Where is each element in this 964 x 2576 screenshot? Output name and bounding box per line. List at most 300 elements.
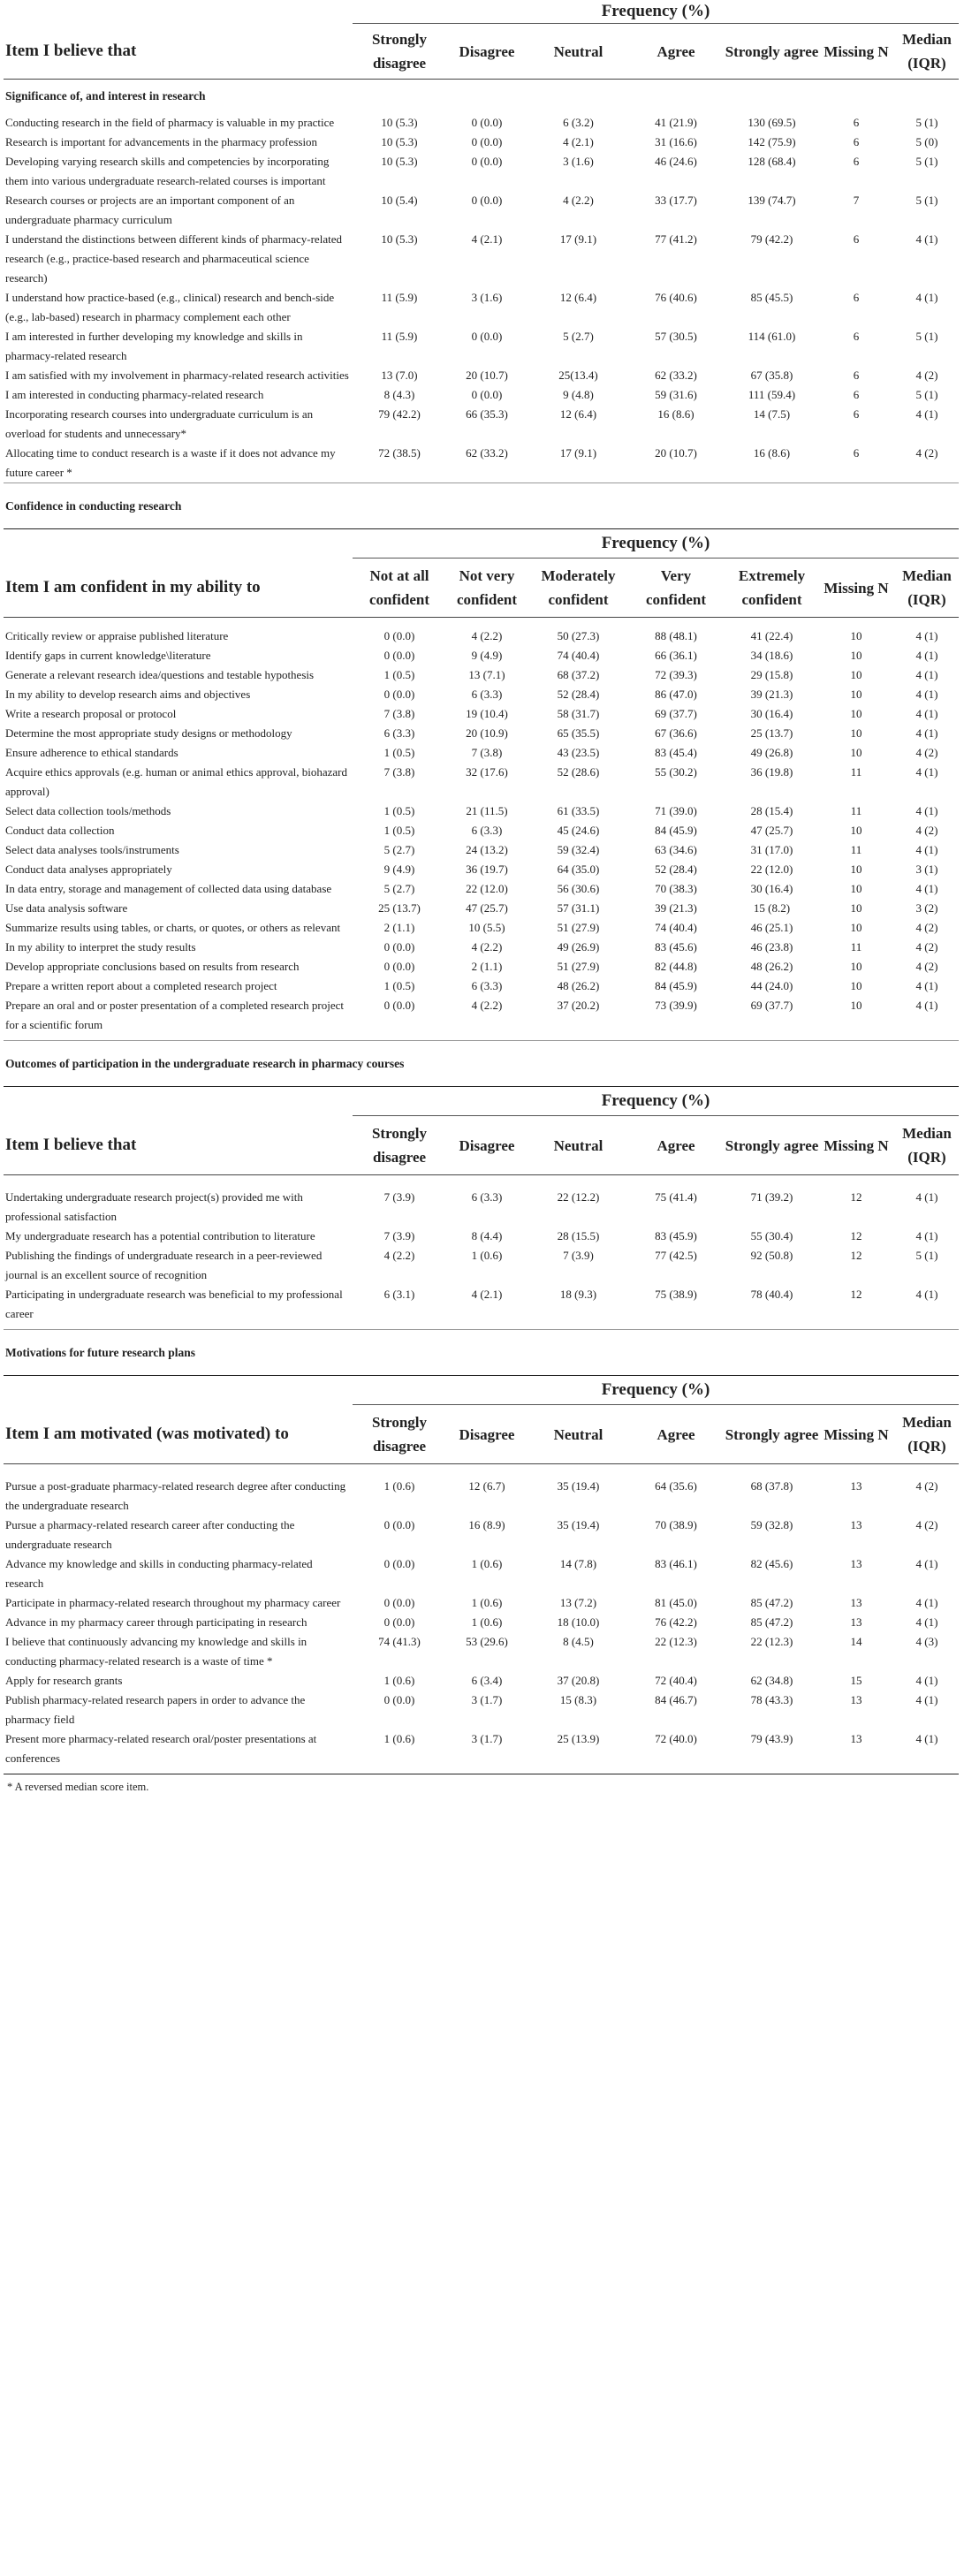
table-cell: 0 (0.0) [471, 155, 503, 168]
table-cell: 14 (7.5) [753, 407, 791, 421]
table-cell: 1 (0.6) [383, 1732, 415, 1745]
table-cell: 114 (61.0) [748, 330, 796, 343]
table-row [4, 288, 959, 327]
table-cell: 0 (0.0) [383, 940, 415, 954]
section-title: Motivations for future research plans [4, 1329, 959, 1375]
item-text: I am interested in conducting pharmacy-related research [5, 388, 264, 401]
item-text: Participate in pharmacy-related research throughout my pharmacy career [5, 1596, 341, 1609]
item-text: Allocating time to conduct research is a waste if it does not advance my future career * [5, 446, 336, 479]
table-row [4, 879, 959, 899]
table-row [4, 665, 959, 685]
table-cell: 72 (40.0) [655, 1732, 697, 1745]
table-cell: 52 (28.4) [655, 862, 697, 876]
table-cell: 19 (10.4) [466, 707, 508, 720]
item-text: Develop appropriate conclusions based on results from research [5, 960, 300, 973]
frequency-header: Frequency (%) [601, 534, 710, 552]
table-row [4, 646, 959, 665]
table-cell: 4 (1) [915, 707, 938, 720]
table-cell: 0 (0.0) [471, 388, 503, 401]
table-cell: 13 [850, 1615, 862, 1629]
section-motivations [4, 1329, 959, 1768]
table-cell: 66 (36.1) [655, 649, 697, 662]
item-text: Advance in my pharmacy career through participating in research [5, 1615, 307, 1629]
table-cell: 85 (47.2) [750, 1596, 793, 1609]
table-cell: 33 (17.7) [655, 194, 697, 207]
item-text: Select data analyses tools/instruments [5, 843, 179, 856]
table-cell: 0 (0.0) [471, 116, 503, 129]
table-row [4, 724, 959, 743]
table-cell: 4 (2) [915, 369, 938, 382]
col-header: Strongly disagree [371, 1414, 428, 1455]
table-cell: 7 (3.8) [383, 765, 415, 779]
table-cell: 71 (39.2) [750, 1190, 793, 1204]
table-cell: 46 (25.1) [750, 921, 793, 934]
table-row [4, 113, 959, 133]
table-cell: 13 [850, 1596, 862, 1609]
item-text: I am interested in further developing my knowledge and skills in pharmacy-related research [5, 330, 303, 362]
table-cell: 3 (1) [915, 862, 938, 876]
table-cell: 3 (1.7) [471, 1693, 503, 1706]
table-cell: 142 (75.9) [748, 135, 796, 148]
table-cell: 0 (0.0) [471, 135, 503, 148]
table-cell: 63 (34.6) [655, 843, 697, 856]
section-confidence [4, 483, 959, 1035]
col-header: Median (IQR) [902, 1125, 952, 1166]
table-cell: 5 (1) [915, 1249, 938, 1262]
table-row [4, 1554, 959, 1593]
table-row [4, 1516, 959, 1554]
table-cell: 0 (0.0) [383, 1693, 415, 1706]
table-cell: 25(13.4) [558, 369, 598, 382]
table-cell: 17 (9.1) [559, 446, 597, 460]
table-row [4, 685, 959, 704]
table-cell: 7 (3.9) [563, 1249, 594, 1262]
table-cell: 85 (45.5) [750, 291, 793, 304]
col-header: Strongly agree [725, 1136, 819, 1154]
item-text: Conduct data analyses appropriately [5, 862, 172, 876]
table-cell: 1 (0.5) [383, 668, 415, 681]
table-cell: 4 (2.2) [471, 999, 503, 1012]
table-row [4, 1285, 959, 1324]
table-cell: 81 (45.0) [655, 1596, 697, 1609]
table-cell: 78 (43.3) [750, 1693, 793, 1706]
table-cell: 8 (4.3) [383, 388, 415, 401]
table-cell: 0 (0.0) [471, 330, 503, 343]
table-cell: 65 (35.5) [557, 726, 600, 740]
table-cell: 41 (21.9) [655, 116, 697, 129]
table-row [4, 1691, 959, 1729]
table-cell: 46 (24.6) [655, 155, 697, 168]
table-cell: 83 (45.6) [655, 940, 697, 954]
table-cell: 0 (0.0) [383, 1596, 415, 1609]
table-cell: 4 (2) [915, 921, 938, 934]
table-cell: 4 (1) [915, 1674, 938, 1687]
table-cell: 6 [853, 291, 860, 304]
table-cell: 21 (11.5) [466, 804, 508, 817]
table-cell: 10 [850, 668, 862, 681]
table-cell: 68 (37.2) [557, 668, 600, 681]
table-row [4, 704, 959, 724]
col-header: Agree [657, 1425, 695, 1443]
item-text: Developing varying research skills and competencies by incorporating them into various undergraduate research-related courses is important [5, 155, 330, 187]
table-cell: 5 (2.7) [383, 882, 415, 895]
col-header: Neutral [553, 42, 603, 60]
col-header: Disagree [459, 42, 515, 60]
table-cell: 10 (5.3) [381, 135, 418, 148]
item-text: I understand the distinctions between different kinds of pharmacy-related research (e.g., practice-based research and pharmaceutical science research) [5, 232, 342, 285]
table-cell: 84 (46.7) [655, 1693, 697, 1706]
table-cell: 3 (1.7) [471, 1732, 503, 1745]
table-cell: 4 (2.2) [383, 1249, 415, 1262]
table-cell: 55 (30.4) [750, 1229, 793, 1242]
table-row [4, 385, 959, 405]
table-cell: 25 (13.7) [378, 901, 421, 915]
section-title: Outcomes of participation in the undergraduate research in pharmacy courses [4, 1040, 959, 1086]
item-text: Pursue a pharmacy-related research career after conducting the undergraduate research [5, 1518, 295, 1551]
table-cell: 13 [850, 1518, 862, 1531]
table-cell: 4 (1) [915, 804, 938, 817]
table-cell: 4 (2.1) [563, 135, 594, 148]
table-cell: 24 (13.2) [466, 843, 508, 856]
table-cell: 4 (1) [915, 688, 938, 701]
table-cell: 12 (6.4) [559, 407, 597, 421]
table-cell: 47 (25.7) [466, 901, 508, 915]
table-cell: 17 (9.1) [559, 232, 597, 246]
table-cell: 4 (1) [915, 1288, 938, 1301]
table-cell: 7 (3.8) [471, 746, 503, 759]
table-cell: 16 (8.9) [468, 1518, 505, 1531]
table-row [4, 327, 959, 366]
table-row [4, 133, 959, 152]
table-cell: 88 (48.1) [655, 629, 697, 642]
table-cell: 11 (5.9) [381, 291, 418, 304]
table-cell: 52 (28.6) [557, 765, 600, 779]
table-cell: 11 [850, 940, 862, 954]
table-cell: 82 (44.8) [655, 960, 697, 973]
table-cell: 85 (47.2) [750, 1615, 793, 1629]
table-row [4, 1593, 959, 1613]
table-cell: 34 (18.6) [750, 649, 793, 662]
item-text: Publishing the findings of undergraduate research in a peer-reviewed journal is an excellent source of recognition [5, 1249, 323, 1281]
table-cell: 1 (0.5) [383, 979, 415, 992]
table-cell: 28 (15.5) [557, 1229, 600, 1242]
table-cell: 13 [850, 1479, 862, 1493]
table-cell: 25 (13.7) [750, 726, 793, 740]
table-cell: 20 (10.7) [655, 446, 697, 460]
item-text: Undertaking undergraduate research project(s) provided me with professional satisfaction [5, 1190, 303, 1223]
table-cell: 79 (42.2) [378, 407, 421, 421]
table-row [4, 840, 959, 860]
col-header: Not at all confident [369, 567, 429, 608]
table-cell: 77 (41.2) [655, 232, 697, 246]
table-cell: 37 (20.8) [557, 1674, 600, 1687]
table-cell: 92 (50.8) [750, 1249, 793, 1262]
item-text: Conducting research in the field of pharmacy is valuable in my practice [5, 116, 335, 129]
table-cell: 68 (37.8) [750, 1479, 793, 1493]
item-text: Advance my knowledge and skills in conducting pharmacy-related research [5, 1557, 313, 1590]
table-cell: 4 (2) [915, 940, 938, 954]
table-cell: 67 (35.8) [750, 369, 793, 382]
table-cell: 13 [850, 1732, 862, 1745]
item-text: Select data collection tools/methods [5, 804, 171, 817]
table-cell: 5 (2.7) [563, 330, 594, 343]
table-cell: 5 (2.7) [383, 843, 415, 856]
table-cell: 2 (1.1) [383, 921, 415, 934]
table-cell: 13 (7.1) [468, 668, 505, 681]
table-row [4, 996, 959, 1035]
table-cell: 72 (39.3) [655, 668, 697, 681]
table-cell: 10 [850, 960, 862, 973]
table-cell: 1 (0.6) [471, 1615, 503, 1629]
table-row [4, 1227, 959, 1246]
table-row [4, 152, 959, 191]
table-cell: 75 (38.9) [655, 1288, 697, 1301]
item-column-header: Item I am confident in my ability to [5, 578, 261, 597]
table-cell: 12 [850, 1190, 862, 1204]
table-cell: 32 (17.6) [466, 765, 508, 779]
table-cell: 52 (28.4) [557, 688, 600, 701]
table-cell: 83 (46.1) [655, 1557, 697, 1570]
table-cell: 4 (1) [915, 843, 938, 856]
col-header: Missing N [824, 579, 889, 597]
item-text: Publish pharmacy-related research papers in order to advance the pharmacy field [5, 1693, 306, 1726]
table-cell: 74 (41.3) [378, 1635, 421, 1648]
table-cell: 13 (7.2) [559, 1596, 597, 1609]
column-header-row [4, 559, 959, 618]
table-cell: 5 (1) [915, 330, 938, 343]
table-row [4, 1729, 959, 1768]
table-cell: 10 [850, 726, 862, 740]
table-row [4, 763, 959, 802]
table-cell: 67 (36.6) [655, 726, 697, 740]
table-cell: 15 (8.2) [753, 901, 791, 915]
table-cell: 45 (24.6) [557, 824, 600, 837]
table-cell: 37 (20.2) [557, 999, 600, 1012]
table-cell: 4 (1) [915, 232, 938, 246]
table-cell: 28 (15.4) [750, 804, 793, 817]
table-cell: 84 (45.9) [655, 824, 697, 837]
table-cell: 22 (12.2) [557, 1190, 600, 1204]
table-cell: 4 (2.1) [471, 1288, 503, 1301]
table-cell: 4 (1) [915, 629, 938, 642]
table-cell: 8 (4.5) [563, 1635, 594, 1648]
table-cell: 6 (3.3) [471, 1190, 503, 1204]
table-cell: 10 [850, 921, 862, 934]
table-cell: 13 [850, 1557, 862, 1570]
table-cell: 61 (33.5) [557, 804, 600, 817]
frequency-header: Frequency (%) [601, 2, 710, 20]
table-cell: 49 (26.8) [750, 746, 793, 759]
table-row [4, 405, 959, 444]
table-cell: 6 (3.1) [383, 1288, 415, 1301]
item-text: Prepare a written report about a completed research project [5, 979, 277, 992]
table-cell: 7 [853, 194, 860, 207]
table-cell: 86 (47.0) [655, 688, 697, 701]
table-cell: 70 (38.3) [655, 882, 697, 895]
table-row [4, 191, 959, 230]
table-cell: 4 (1) [915, 668, 938, 681]
frequency-header: Frequency (%) [601, 1091, 710, 1110]
col-header: Agree [657, 42, 695, 60]
table-cell: 12 (6.4) [559, 291, 597, 304]
table-cell: 10 [850, 707, 862, 720]
item-text: Apply for research grants [5, 1674, 123, 1687]
table-cell: 76 (42.2) [655, 1615, 697, 1629]
table-cell: 72 (40.4) [655, 1674, 697, 1687]
table-cell: 16 (8.6) [753, 446, 791, 460]
item-column-header: Item I am motivated (was motivated) to [5, 1425, 289, 1443]
table-cell: 83 (45.4) [655, 746, 697, 759]
table-cell: 36 (19.7) [466, 862, 508, 876]
table-cell: 51 (27.9) [557, 960, 600, 973]
item-text: Incorporating research courses into undergraduate curriculum is an overload for students and unnecessary* [5, 407, 314, 440]
table-cell: 10 [850, 862, 862, 876]
table-cell: 11 [850, 843, 862, 856]
table-cell: 48 (26.2) [557, 979, 600, 992]
table-cell: 10 [850, 979, 862, 992]
col-header: Agree [657, 1136, 695, 1154]
item-text: I believe that continuously advancing my knowledge and skills in conducting pharmacy-related research is a waste of time * [5, 1635, 307, 1668]
table-cell: 4 (1) [915, 1190, 938, 1204]
table-cell: 62 (34.8) [750, 1674, 793, 1687]
table-cell: 6 [853, 446, 860, 460]
table-cell: 0 (0.0) [471, 194, 503, 207]
item-text: Summarize results using tables, or charts, or quotes, or others as relevant [5, 921, 341, 934]
table-cell: 73 (39.9) [655, 999, 697, 1012]
table-cell: 4 (1) [915, 1732, 938, 1745]
table-cell: 11 [850, 765, 862, 779]
table-cell: 10 [850, 824, 862, 837]
table-cell: 13 (7.0) [381, 369, 418, 382]
table-cell: 10 [850, 746, 862, 759]
col-header: Disagree [459, 1136, 515, 1154]
column-header-row [4, 24, 959, 80]
table-cell: 10 (5.5) [468, 921, 505, 934]
table-cell: 11 [850, 804, 862, 817]
table-row [4, 860, 959, 879]
table-cell: 59 (32.4) [557, 843, 600, 856]
table-cell: 1 (0.6) [471, 1596, 503, 1609]
table-cell: 6 [853, 388, 860, 401]
item-text: Acquire ethics approvals (e.g. human or animal ethics approval, biohazard approval) [5, 765, 347, 798]
table-cell: 64 (35.6) [655, 1479, 697, 1493]
table-cell: 75 (41.4) [655, 1190, 697, 1204]
table-cell: 12 [850, 1288, 862, 1301]
table-cell: 69 (37.7) [655, 707, 697, 720]
table-cell: 4 (2) [915, 746, 938, 759]
table-cell: 64 (35.0) [557, 862, 600, 876]
item-text: In my ability to develop research aims and objectives [5, 688, 251, 701]
table-cell: 4 (1) [915, 649, 938, 662]
table-cell: 6 (3.4) [471, 1674, 503, 1687]
table-cell: 6 (3.2) [563, 116, 594, 129]
table-cell: 69 (37.7) [750, 999, 793, 1012]
table-cell: 0 (0.0) [383, 999, 415, 1012]
table-cell: 15 [850, 1674, 862, 1687]
table-cell: 4 (2) [915, 1479, 938, 1493]
table-row [4, 230, 959, 288]
table-cell: 4 (3) [915, 1635, 938, 1648]
table-cell: 4 (1) [915, 999, 938, 1012]
table-row [4, 743, 959, 763]
table-cell: 46 (23.8) [750, 940, 793, 954]
table-cell: 111 (59.4) [748, 388, 796, 401]
col-header: Not very confident [457, 567, 517, 608]
table-cell: 10 [850, 629, 862, 642]
table-cell: 14 [850, 1635, 862, 1648]
table-cell: 5 (0) [915, 135, 938, 148]
table-cell: 10 [850, 882, 862, 895]
table-cell: 4 (2.2) [563, 194, 594, 207]
table-cell: 7 (3.9) [383, 1190, 415, 1204]
table-cell: 55 (30.2) [655, 765, 697, 779]
table-cell: 4 (1) [915, 1557, 938, 1570]
item-text: Participating in undergraduate research was beneficial to my professional career [5, 1288, 343, 1320]
table-cell: 4 (1) [915, 291, 938, 304]
table-cell: 6 [853, 330, 860, 343]
table-cell: 48 (26.2) [750, 960, 793, 973]
col-header: Strongly agree [725, 42, 819, 60]
item-text: In data entry, storage and management of collected data using database [5, 882, 332, 895]
table-cell: 4 (1) [915, 882, 938, 895]
table-row [4, 1188, 959, 1227]
table-cell: 3 (1.6) [471, 291, 503, 304]
col-header: Moderately confident [541, 567, 616, 608]
table-cell: 49 (26.9) [557, 940, 600, 954]
table-cell: 3 (1.6) [563, 155, 594, 168]
table-row [4, 1246, 959, 1285]
table-cell: 12 (6.7) [468, 1479, 505, 1493]
table-cell: 10 [850, 999, 862, 1012]
table-row [4, 1477, 959, 1516]
table-cell: 11 (5.9) [381, 330, 418, 343]
item-text: Identify gaps in current knowledge\literature [5, 649, 211, 662]
table-cell: 84 (45.9) [655, 979, 697, 992]
table-cell: 7 (3.8) [383, 707, 415, 720]
item-text: Pursue a post-graduate pharmacy-related research degree after conducting the undergraduate research [5, 1479, 346, 1512]
table-cell: 9 (4.9) [383, 862, 415, 876]
col-header: Strongly disagree [371, 31, 428, 72]
table-cell: 72 (38.5) [378, 446, 421, 460]
table-cell: 4 (1) [915, 1596, 938, 1609]
item-text: I am satisfied with my involvement in pharmacy-related research activities [5, 369, 349, 382]
table-cell: 20 (10.7) [466, 369, 508, 382]
col-header: Extremely confident [738, 567, 806, 608]
table-cell: 15 (8.3) [559, 1693, 597, 1706]
table-cell: 30 (16.4) [750, 707, 793, 720]
table-cell: 5 (1) [915, 116, 938, 129]
table-cell: 6 (3.3) [383, 726, 415, 740]
table-cell: 47 (25.7) [750, 824, 793, 837]
col-header: Very confident [646, 567, 706, 608]
col-header: Median (IQR) [902, 31, 952, 72]
table-cell: 1 (0.6) [471, 1557, 503, 1570]
table-cell: 1 (0.6) [471, 1249, 503, 1262]
table-cell: 22 (12.0) [466, 882, 508, 895]
frequency-header: Frequency (%) [601, 1380, 710, 1399]
table-cell: 62 (33.2) [466, 446, 508, 460]
item-text: My undergraduate research has a potential contribution to literature [5, 1229, 315, 1242]
table-row [4, 918, 959, 938]
table-row [4, 627, 959, 646]
table-cell: 79 (43.9) [750, 1732, 793, 1745]
table-cell: 0 (0.0) [383, 1518, 415, 1531]
footnote: * A reversed median score item. [7, 1781, 149, 1793]
col-header: Disagree [459, 1425, 515, 1443]
table-cell: 0 (0.0) [383, 688, 415, 701]
item-text: Prepare an oral and or poster presentation of a completed research project for a scientific forum [5, 999, 344, 1031]
table-cell: 25 (13.9) [557, 1732, 600, 1745]
